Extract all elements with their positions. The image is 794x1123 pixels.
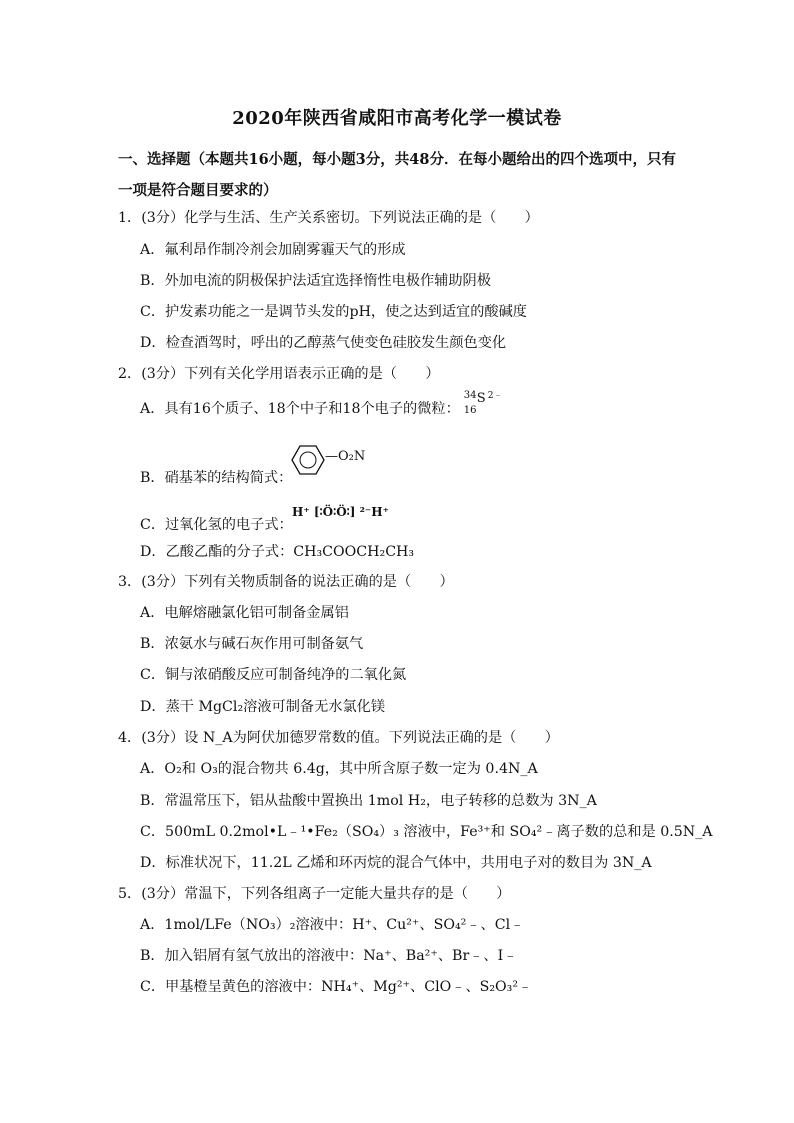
nitro-group-label: —O₂N (325, 449, 366, 464)
exam-title: 2020年陕西省咸阳市高考化学一模试卷 (232, 108, 562, 129)
question-2: 2．(3分）下列有关化学用语表示正确的是（ ） (118, 366, 440, 382)
sulfide-ion-notation (463, 390, 503, 417)
q4-option-b: B．常温常压下，铝从盐酸中置换出 1mol H₂，电子转移的总数为 3N_A (140, 793, 597, 809)
q2-option-a-text: A．具有16个质子、18个中子和18个电子的微粒： (140, 401, 460, 417)
question-5: 5．(3分）常温下，下列各组离子一定能大量共存的是（ ） (118, 886, 511, 902)
question-4: 4．(3分）设 N_A为阿伏加德罗常数的值。下列说法正确的是（ ） (118, 730, 559, 746)
q3-option-a: A．电解熔融氯化铝可制备金属铝 (140, 605, 349, 621)
q4-option-a: A．O₂和 O₃的混合物共 6.4g，其中所含原子数一定为 0.4N_A (140, 761, 538, 777)
mass-number: 34 (463, 390, 477, 401)
q3-option-c: C．铜与浓硝酸反应可制备纯净的二氧化氮 (140, 667, 407, 683)
q3-option-d: D．蒸干 MgCl₂溶液可制备无水氯化镁 (140, 699, 386, 715)
atomic-number: 16 (463, 405, 477, 416)
q2-option-a (140, 390, 503, 418)
q2-option-c: C．过氧化氢的电子式： (140, 517, 293, 533)
q5-option-c: C．甲基橙呈黄色的溶液中：NH₄⁺、Mg²⁺、ClO﹣、S₂O₃²﹣ (140, 979, 533, 995)
ion-charge: 2﹣ (487, 391, 503, 401)
q4-option-d: D．标准状况下，11.2L 乙烯和环丙烷的混合气体中，共用电子对的数目为 3N_A (140, 855, 652, 871)
question-3: 3．(3分）下列有关物质制备的说法正确的是（ ） (118, 574, 454, 590)
q2-option-d: D．乙酸乙酯的分子式：CH₃COOCH₂CH₃ (140, 544, 415, 560)
q1-option-d: D．检查酒驾时，呼出的乙醇蒸气使变色硅胶发生颜色变化 (140, 335, 507, 351)
hydrogen-peroxide-electron-formula: H⁺ [∶Ö∶Ö∶] ²⁻H⁺ (292, 505, 389, 519)
nitrobenzene-structure (287, 442, 387, 482)
q5-option-a: A．1mol/LFe（NO₃）₂溶液中：H⁺、Cu²⁺、SO₄²﹣、Cl﹣ (140, 917, 525, 933)
q4-option-c: C．500mL 0.2mol•L﹣¹•Fe₂（SO₄）₃ 溶液中，Fe³⁺和 SO₄²﹣离子数的总和是 0.5N_A (140, 824, 713, 840)
question-1: 1．(3分）化学与生活、生产关系密切。下列说法正确的是（ ） (118, 210, 539, 226)
q3-option-b: B．浓氨水与碱石灰作用可制备氨气 (140, 636, 364, 652)
q1-option-a: A．氟利昂作制冷剂会加剧雾霾天气的形成 (140, 242, 406, 258)
section-heading: 一、选择题（本题共16小题，每小题3分，共48分．在每小题给出的四个选项中，只有一项是符合题目要求的） (118, 151, 676, 199)
q1-option-c: C．护发素功能之一是调节头发的pH，使之达到适宜的酸碱度 (140, 304, 527, 320)
element-symbol: S (476, 391, 486, 406)
q5-option-b: B．加入铝屑有氢气放出的溶液中：Na⁺、Ba²⁺、Br﹣、I﹣ (140, 948, 518, 964)
q2-option-b: B．硝基苯的结构简式： (140, 470, 293, 486)
q1-option-b: B．外加电流的阴极保护法适宜选择惰性电极作辅助阴极 (140, 273, 491, 289)
